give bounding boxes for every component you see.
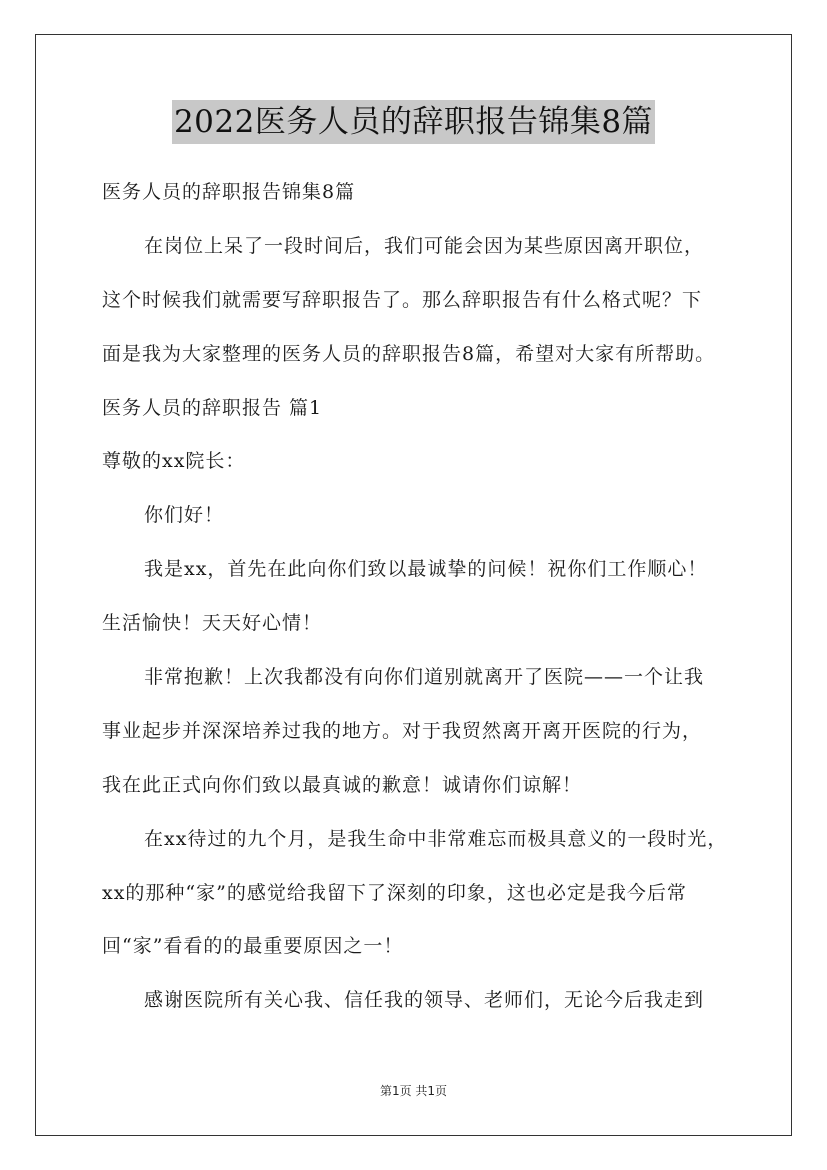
paragraph-line: 事业起步并深深培养过我的地方。对于我贸然离开离开医院的行为，	[102, 719, 703, 742]
salutation-line: 尊敬的xx院长：	[102, 450, 246, 473]
section-heading: 医务人员的辞职报告 篇1	[102, 396, 323, 419]
paragraph-line: 感谢医院所有关心我、信任我的领导、老师们，无论今后我走到	[144, 989, 705, 1012]
paragraph-line: 我是xx，首先在此向你们致以最诚挚的问候！祝你们工作顺心！	[144, 558, 708, 581]
paragraph-line: 非常抱歉！上次我都没有向你们道别就离开了医院——一个让我	[144, 666, 705, 689]
paragraph-line: 生活愉快！天天好心情！	[102, 612, 323, 635]
paragraph-line: 这个时候我们就需要写辞职报告了。那么辞职报告有什么格式呢？下	[102, 288, 703, 311]
paragraph-line: 面是我为大家整理的医务人员的辞职报告8篇，希望对大家有所帮助。	[102, 342, 716, 365]
subtitle-line: 医务人员的辞职报告锦集8篇	[102, 181, 356, 203]
paragraph-line: 回“家”看看的的最重要原因之一！	[102, 935, 404, 958]
document-title: 2022医务人员的辞职报告锦集8篇	[172, 100, 655, 144]
greeting-line: 你们好！	[144, 504, 225, 527]
paragraph-line: 我在此正式向你们致以最真诚的歉意！诚请你们谅解！	[102, 773, 583, 796]
title-container	[0, 100, 827, 144]
paragraph-line: 在xx待过的九个月，是我生命中非常难忘而极具意义的一段时光，	[144, 827, 728, 850]
document-body	[102, 170, 742, 1032]
page-footer: 第1页 共1页	[379, 1084, 448, 1098]
paragraph-line: 在岗位上呆了一段时间后，我们可能会因为某些原因离开职位，	[144, 234, 705, 257]
paragraph-line: xx的那种“家”的感觉给我留下了深刻的印象，这也必定是我今后常	[102, 881, 687, 904]
